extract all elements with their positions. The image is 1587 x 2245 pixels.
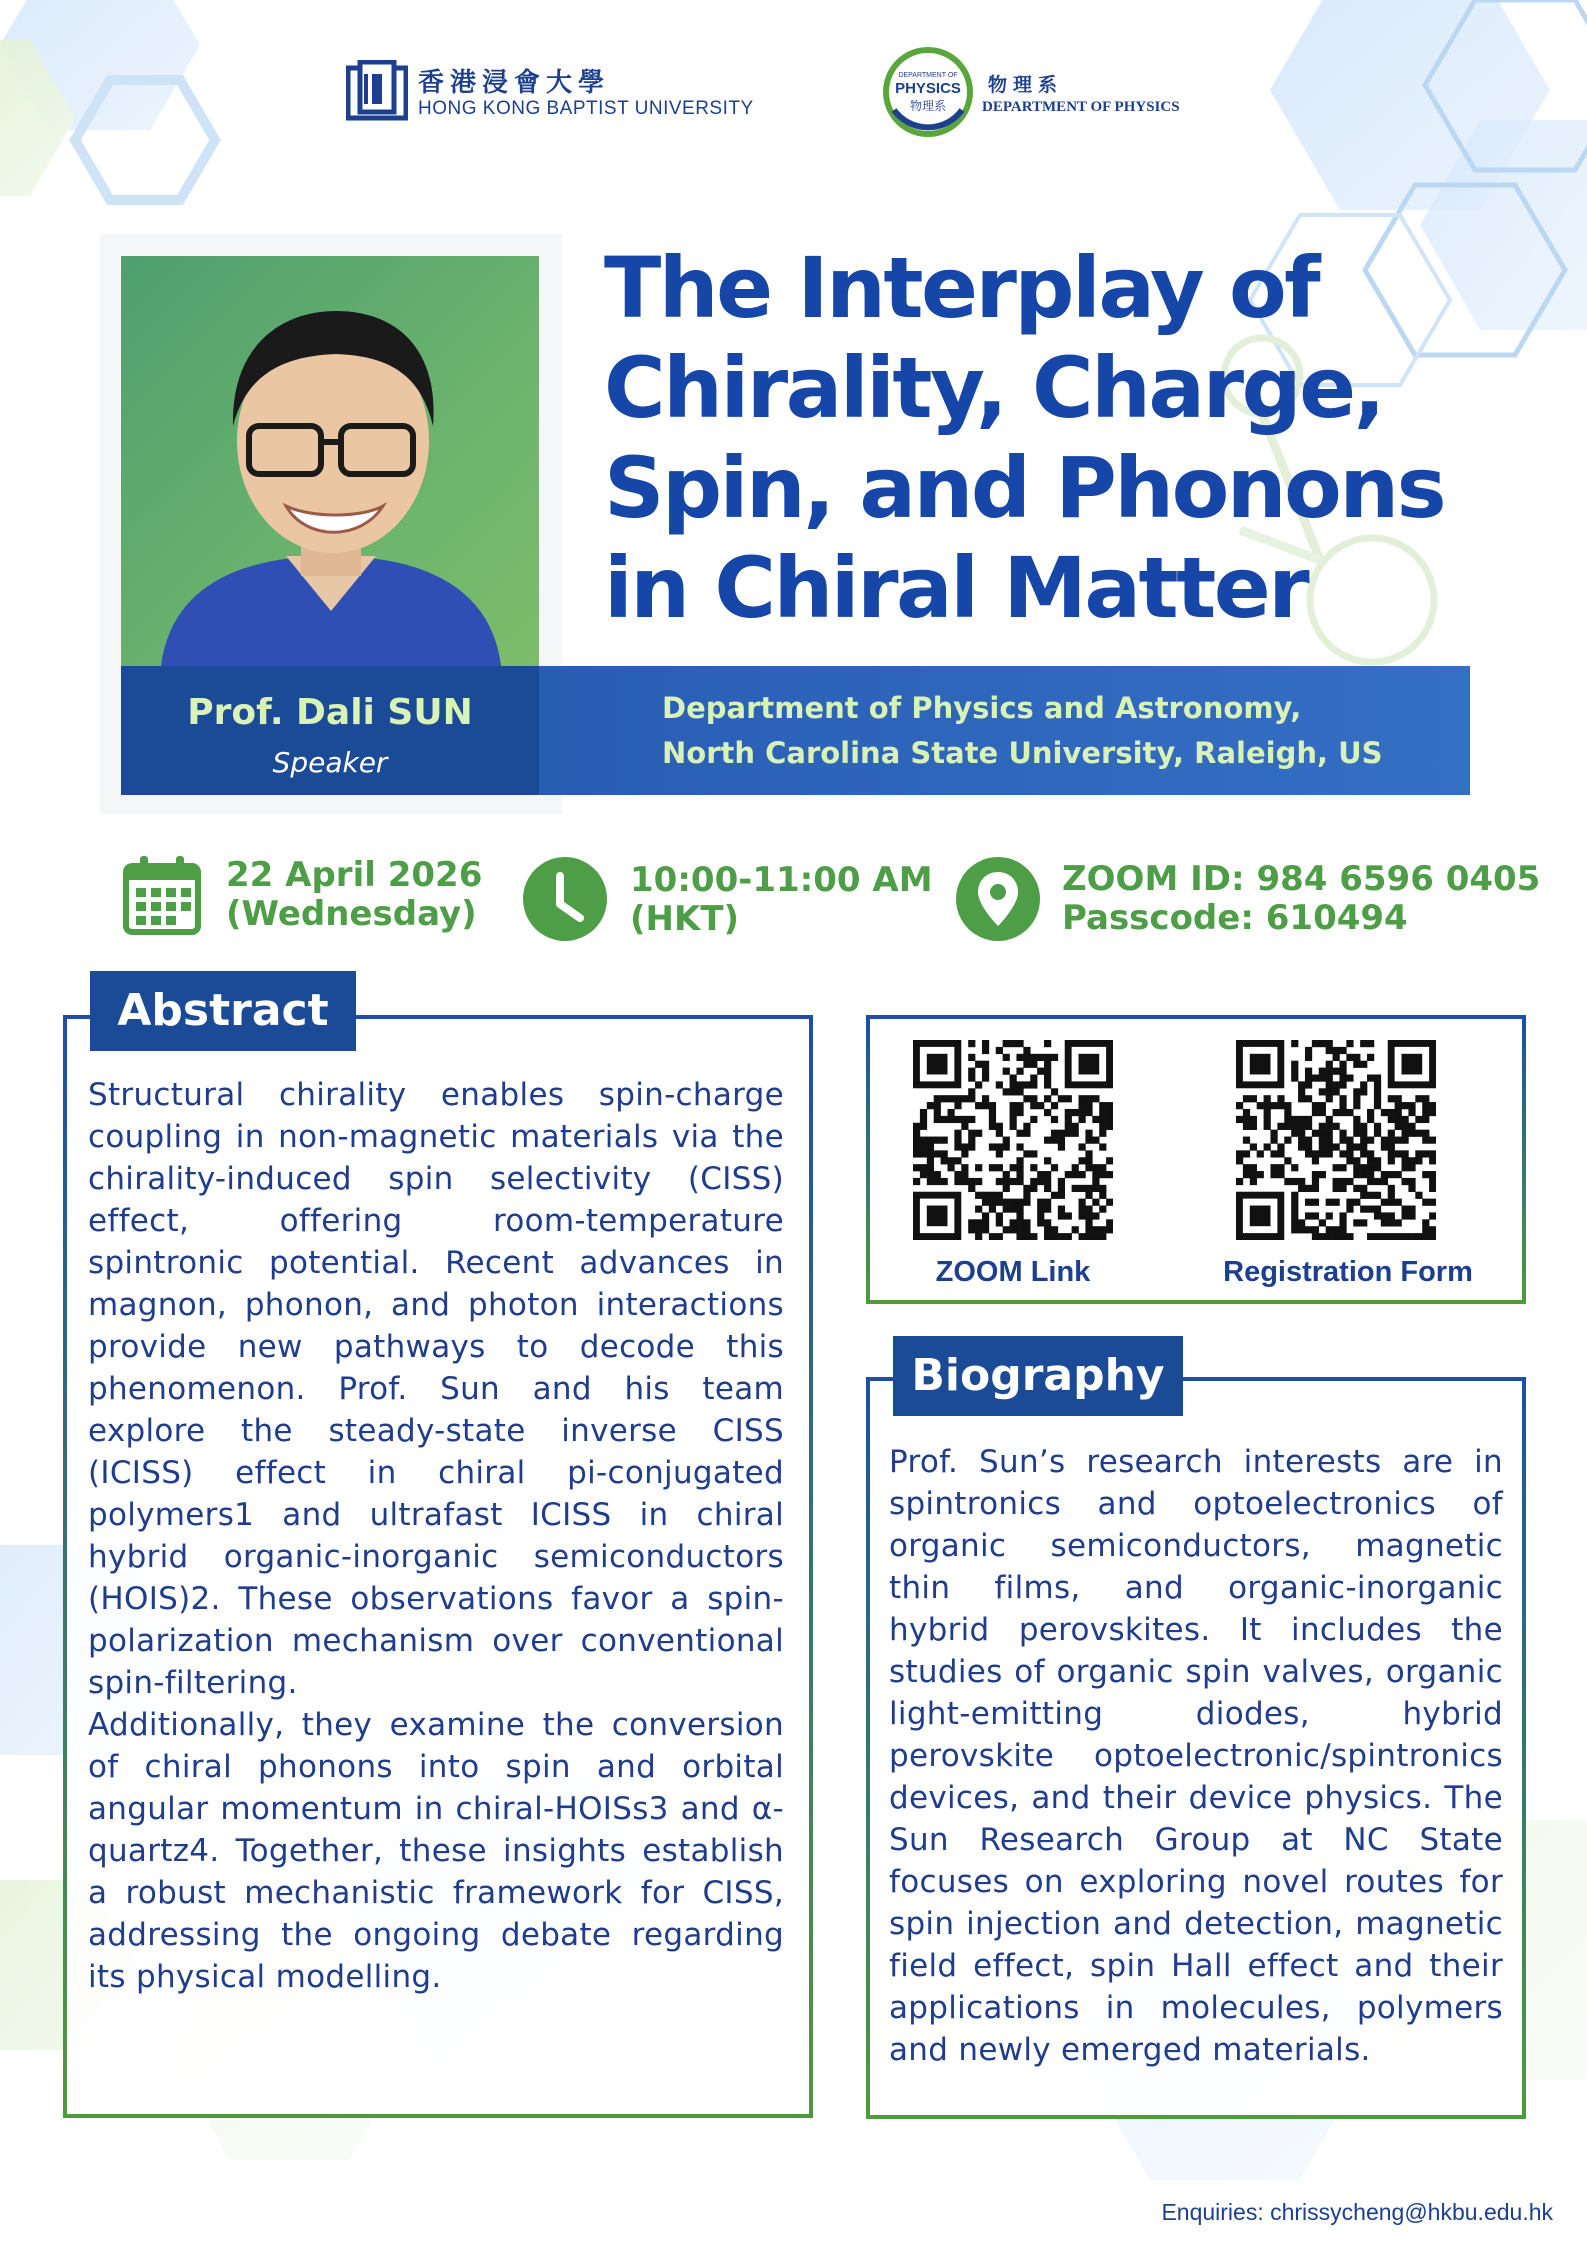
title-line: The Interplay of (604, 239, 1319, 337)
title-line: Spin, and Phonons (604, 439, 1445, 537)
abstract-heading: Abstract (90, 971, 356, 1051)
abstract-paragraph: Structural chirality enables spin-charge coupling in non-magnetic materials via the chirality-induced spin selectivity (CISS) effect, offering room-temperature spintronic potential. Recent advances in magnon, phonon, and photon interactions provide new pathways to decode this phenomenon. Prof. Sun and his team explore the steady-state inverse CISS (ICISS) effect in chiral pi-conjugated polymers1 and ultrafast ICISS in chiral hybrid organic-inorganic semiconductors (HOIS)2. These observations favor a spin-polarization mechanism over conventional spin-filtering. (88, 1077, 784, 1701)
department-logo (880, 44, 1220, 140)
enquiries-contact[interactable]: Enquiries: chrissycheng@hkbu.edu.hk (1161, 2199, 1553, 2225)
calendar-icon (122, 854, 202, 936)
hkbu-crest-icon (346, 60, 408, 122)
university-name-cn: 香港浸會大學 (418, 68, 611, 98)
department-name-en: DEPARTMENT OF PHYSICS (982, 99, 1180, 115)
zoom-qr-code[interactable] (913, 1040, 1113, 1240)
zoom-link-label[interactable]: ZOOM Link (935, 1256, 1091, 1288)
event-weekday-line: (Wednesday) (226, 894, 477, 934)
speaker-affiliation-line: North Carolina State University, Raleigh, US (662, 736, 1383, 770)
speaker-photo (121, 256, 539, 666)
zoom-details (1062, 860, 1540, 938)
emblem-top-text: DEPARTMENT OF (898, 72, 958, 79)
speaker-name: Prof. Dali SUN (187, 692, 473, 733)
talk-title (604, 238, 1564, 638)
event-date (226, 856, 482, 934)
zoom-id[interactable]: ZOOM ID: 984 6596 0405 (1062, 859, 1541, 899)
biography-heading: Biography (893, 1336, 1183, 1416)
registration-qr-code[interactable] (1236, 1040, 1436, 1240)
event-time-line: 10:00-11:00 AM (630, 860, 933, 900)
speaker-role: Speaker (272, 746, 388, 779)
clock-icon (522, 856, 608, 942)
title-line: in Chiral Matter (604, 539, 1308, 637)
biography-body: Prof. Sun’s research interests are in spintronics and optoelectronics of organic semiconductors, magnetic thin films, and organic-inorganic hybrid perovskites. It includes the studies of organic spin valves, organic light-emitting diodes, hybrid perovskite optoelectronic/spintronics devices, and their device physics. The Sun Research Group at NC State focuses on exploring novel routes for spin injection and detection, magnetic field effect, spin Hall effect and their applications in molecules, polymers and newly emerged materials. (889, 1444, 1503, 2068)
emblem-cn-text: 物理系 (909, 99, 946, 113)
abstract-body (88, 1074, 784, 1998)
event-date-line: 22 April 2026 (226, 855, 483, 895)
hkbu-logo (346, 58, 754, 128)
location-pin-icon (955, 856, 1041, 942)
speaker-affiliation-line: Department of Physics and Astronomy, (662, 691, 1302, 725)
event-time (630, 861, 933, 939)
university-name-en: HONG KONG BAPTIST UNIVERSITY (418, 98, 754, 119)
registration-form-label[interactable]: Registration Form (1223, 1256, 1473, 1288)
event-timezone-line: (HKT) (630, 899, 740, 939)
speaker-portrait-illustration (121, 256, 539, 666)
title-line: Chirality, Charge, (604, 339, 1384, 437)
abstract-paragraph: Additionally, they examine the conversion of chiral phonons into spin and orbital angular momentum in chiral-HOISs3 and α-quartz4. Together, these insights establish a robust mechanistic framework for CISS, addressing the ongoing debate regarding its physical modelling. (88, 1707, 784, 1995)
department-name-cn: 物理系 (988, 74, 1064, 96)
zoom-passcode: Passcode: 610494 (1062, 898, 1408, 938)
emblem-main-text: PHYSICS (895, 80, 961, 97)
